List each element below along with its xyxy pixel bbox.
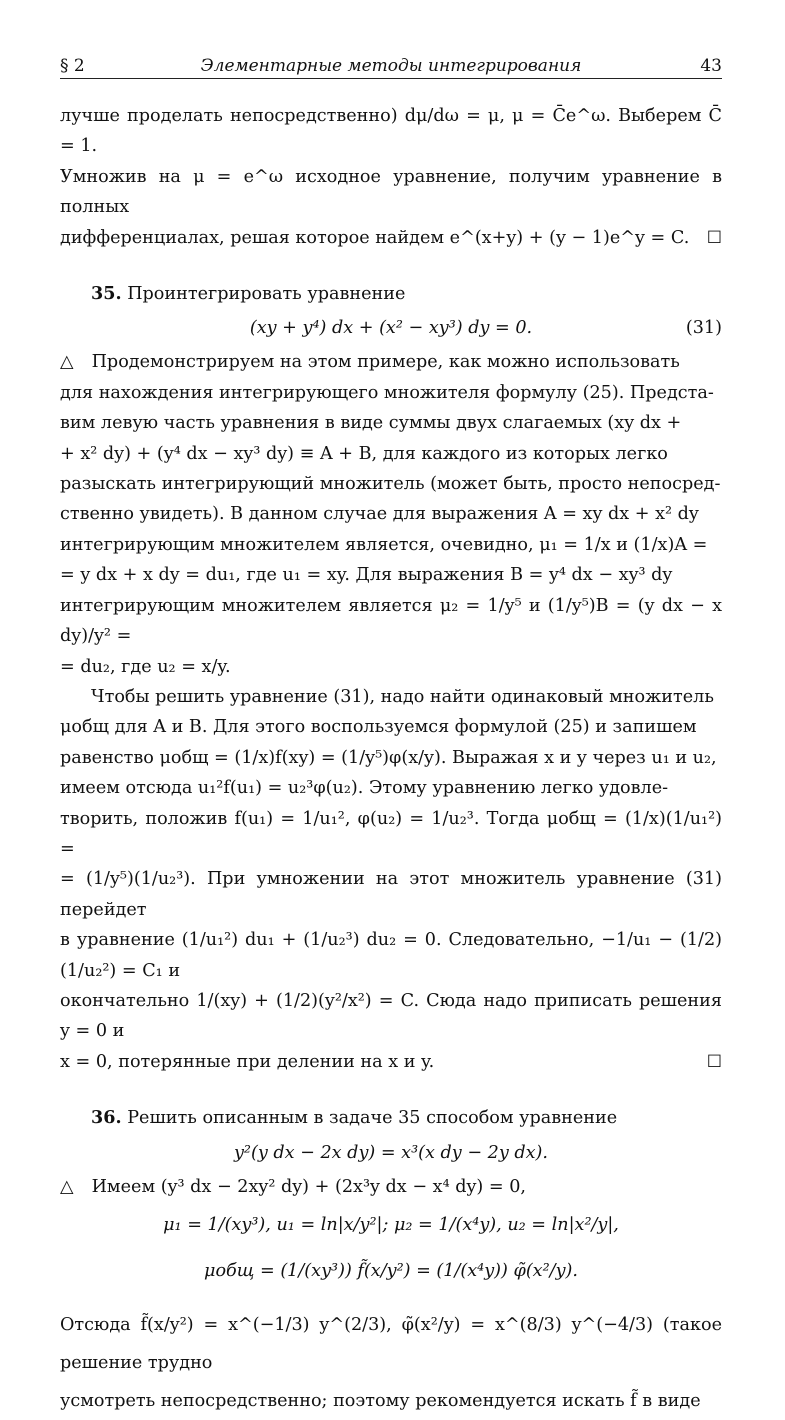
problem-36-statement (60, 1103, 722, 1133)
text-line: = y dx + x dy = du₁, где u₁ = xy. Для выражения B = y⁴ dx − xy³ dy (60, 565, 673, 586)
problem-task: Проинтегрировать уравнение (127, 284, 406, 305)
text-line: интегрирующим множителем является, очевидно, μ₁ = 1/x и (1/x)A = (60, 534, 708, 555)
problem-number: 35. (91, 283, 122, 305)
triangle-icon: △ (60, 352, 74, 373)
text-line: интегрирующим множителем является μ₂ = 1/y⁵ и (1/y⁵)B = (y dx − x dy)/y² = (60, 595, 722, 647)
text-line: окончательно 1/(xy) + (1/2)(y²/x²) = C. Сюда надо приписать решения y = 0 и (60, 990, 722, 1042)
text-line: дифференциалах, решая которое найдем e^(x+y) + (y − 1)e^y = C. (60, 227, 690, 248)
text-line: Имеем (y³ dx − 2xy² dy) + (2x³y dx − x⁴ dy) = 0, (91, 1176, 526, 1197)
formula: dμ/dω = μ, μ = C̄e^ω. Выберем C̄ = 1. (60, 106, 722, 157)
problem-36-continuation (60, 1306, 722, 1420)
section-mark: § 2 (60, 56, 85, 76)
equation-mu (60, 1202, 722, 1248)
text-line: Отсюда f̃(x/y²) = x^(−1/3) y^(2/3), φ̃(x²/y) = x^(8/3) y^(−4/3) (такое решение трудно (60, 1315, 722, 1373)
text-line: Умножив на μ = e^ω исходное уравнение, получим уравнение в полных (60, 166, 722, 218)
text-line: Чтобы решить уравнение (31), надо найти одинаковый множитель (91, 686, 714, 707)
problem-35-statement (60, 279, 722, 309)
equation-number: (31) (685, 318, 722, 339)
text-line: μобщ для A и B. Для этого воспользуемся формулой (25) и запишем (60, 717, 697, 738)
text-line: = (1/y⁵)(1/u₂³). При умножении на этот множитель уравнение (31) перейдет (60, 869, 722, 920)
equation (60, 1134, 722, 1172)
page (60, 52, 722, 1420)
text-line: для нахождения интегрирующего множителя формулу (25). Предста- (60, 382, 714, 403)
equation-31 (60, 309, 722, 347)
text-line: Продемонстрируем на этом примере, как можно использовать (91, 352, 680, 373)
equation: μ₁ = 1/(xy³), u₁ = ln|x/y²|; μ₂ = 1/(x⁴y), u₂ = ln|x²/y|, (163, 1215, 619, 1235)
page-number: 43 (700, 56, 722, 76)
paragraph-intro (60, 101, 722, 253)
text-line: = du₂, где u₂ = x/y. (60, 656, 231, 677)
equation: y²(y dx − 2x dy) = x³(x dy − 2y dx). (233, 1142, 549, 1163)
text-line: имеем отсюда u₁²f(u₁) = u₂³φ(u₂). Этому уравнению легко удовле- (60, 778, 669, 799)
text-line: вим левую часть уравнения в виде суммы двух слагаемых (xy dx + (60, 413, 682, 434)
problem-number: 36. (91, 1107, 122, 1129)
triangle-icon: △ (60, 1176, 74, 1197)
problem-36-solution (60, 1172, 722, 1202)
qed-mark: ☐ (706, 1051, 722, 1072)
text-line: творить, положив f(u₁) = 1/u₁², φ(u₂) = 1/u₂³. Тогда μобщ = (1/x)(1/u₁²) = (60, 808, 722, 859)
text-line: равенство μобщ = (1/x)f(xy) = (1/y⁵)φ(x/y). Выражая x и y через u₁ и u₂, (60, 747, 717, 768)
qed-mark: ☐ (706, 227, 722, 248)
text-line: + x² dy) + (y⁴ dx − xy³ dy) ≡ A + B, для каждого из которых легко (60, 443, 668, 464)
equation-mu-common (60, 1248, 722, 1294)
text-line: в уравнение (1/u₁²) du₁ + (1/u₂³) du₂ = 0. Следовательно, −1/u₁ − (1/2)(1/u₂²) = C₁ и (60, 930, 722, 981)
text-line: усмотреть непосредственно; поэтому рекомендуется искать f̃ в виде (60, 1391, 701, 1411)
running-header (60, 52, 722, 79)
problem-task: Решить описанным в задаче 35 способом уравнение (127, 1108, 618, 1129)
header-title: Элементарные методы интегрирования (200, 56, 582, 76)
problem-35-solution (60, 347, 722, 681)
text-line: лучше проделать непосредственно) (60, 106, 398, 126)
problem-35-continuation (60, 682, 722, 1077)
text-line: ственно увидеть). В данном случае для выражения A = xy dx + x² dy (60, 504, 699, 525)
text-line: разыскать интегрирующий множитель (может быть, просто непосред- (60, 474, 721, 495)
equation: μобщ = (1/(xy³)) f̃(x/y²) = (1/(x⁴y)) φ̃(x²/y). (204, 1261, 578, 1281)
equation: (xy + y⁴) dx + (x² − xy³) dy = 0. (249, 318, 533, 339)
text-line: x = 0, потерянные при делении на x и y. (60, 1051, 435, 1072)
